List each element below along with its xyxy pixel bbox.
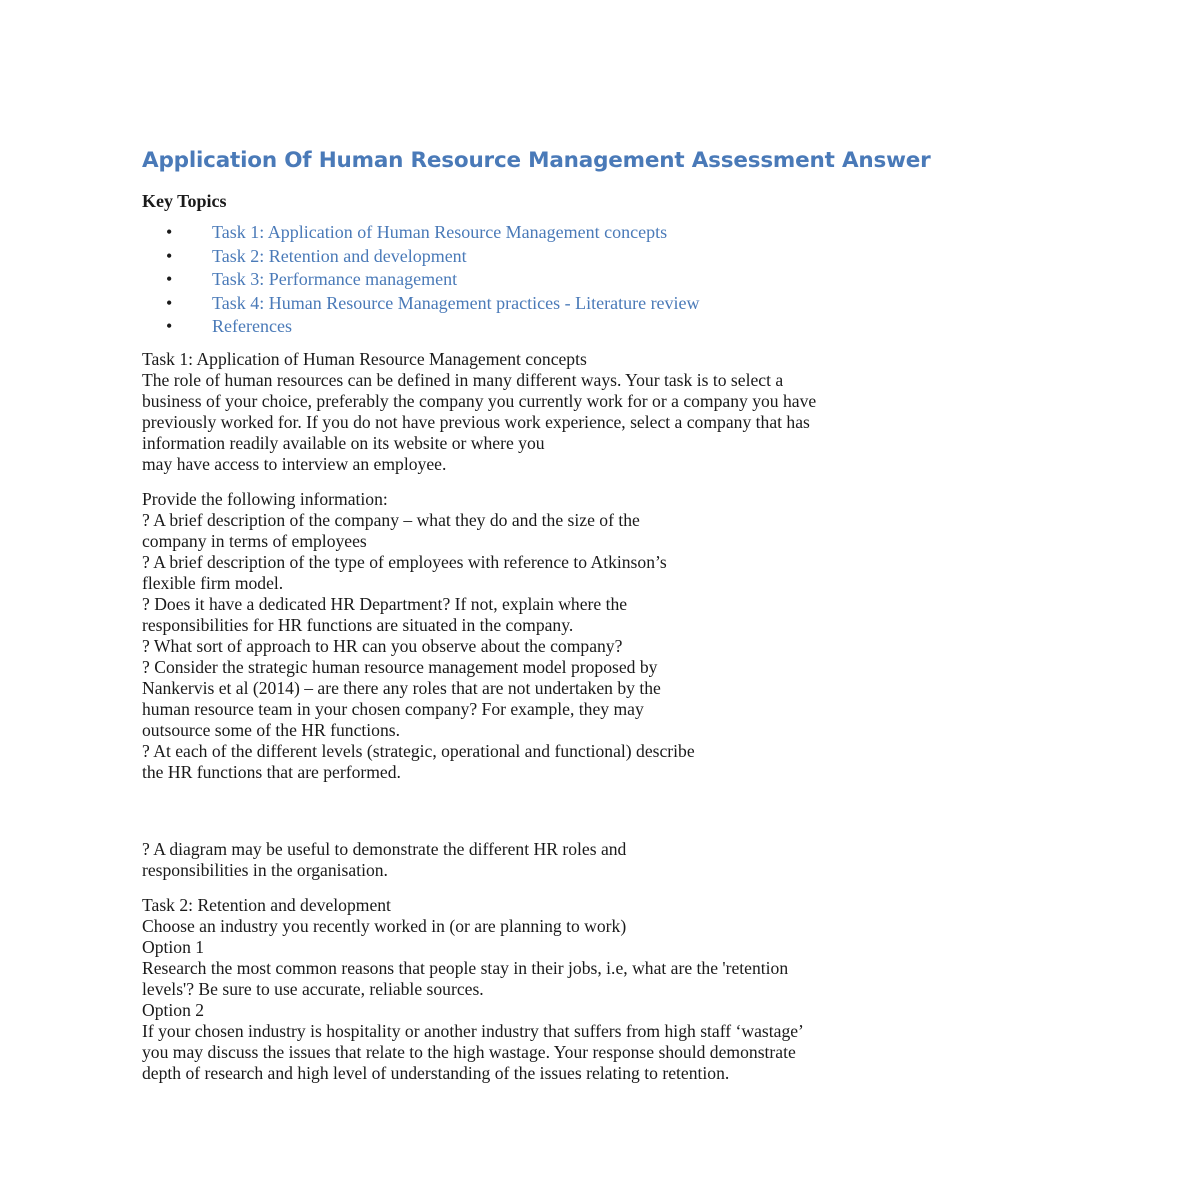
text-line: ? A brief description of the company – what they do and the size of the [142,509,640,530]
topic-item [142,245,1062,269]
text-line: levels'? Be sure to use accurate, reliable sources. [142,978,484,999]
text-line: Provide the following information: [142,488,388,509]
topic-item [142,315,1062,339]
topic-link-task-3[interactable]: Task 3: Performance management [212,269,458,290]
text-line: Choose an industry you recently worked in (or are planning to work) [142,915,627,936]
topic-link-task-2[interactable]: Task 2: Retention and development [212,245,467,266]
bullet-icon: • [166,222,173,242]
bullet-icon: • [166,316,173,337]
text-line: information readily available on its website or where you [142,432,545,453]
topic-item [142,292,1062,316]
text-line: human resource team in your chosen company? For example, they may [142,698,644,719]
topic-link-references[interactable]: References [212,316,292,337]
text-line: may have access to interview an employee. [142,453,447,474]
task1-provide-list [142,489,1062,783]
text-line: ? Does it have a dedicated HR Department? If not, explain where the [142,593,628,614]
text-line: ? A diagram may be useful to demonstrate the different HR roles and [142,838,627,859]
text-line: you may discuss the issues that relate to the high wastage. Your response should demonstrate [142,1041,796,1062]
topic-link-task-4[interactable]: Task 4: Human Resource Management practices - Literature review [212,292,700,313]
document-page [142,145,1062,1084]
text-line: company in terms of employees [142,530,367,551]
text-line: responsibilities in the organisation. [142,859,388,880]
text-line: outsource some of the HR functions. [142,719,400,740]
topic-link-task-1[interactable]: Task 1: Application of Human Resource Management concepts [212,222,668,242]
text-line: responsibilities for HR functions are situated in the company. [142,614,574,635]
bullet-icon: • [166,269,173,290]
text-line: flexible firm model. [142,572,284,593]
task2-heading: Task 2: Retention and development [142,894,391,915]
text-line: ? What sort of approach to HR can you observe about the company? [142,635,623,656]
document-title: Application Of Human Resource Management Assessment Answer [142,148,931,173]
task1-heading: Task 1: Application of Human Resource Management concepts [142,348,587,369]
task1-intro [142,349,1062,475]
text-line: depth of research and high level of understanding of the issues relating to retention. [142,1062,730,1083]
spacer [142,783,1062,839]
task1-diagram-note [142,839,1062,881]
bullet-icon: • [166,245,173,266]
text-line: the HR functions that are performed. [142,761,401,782]
option-label: Option 2 [142,999,205,1020]
option-label: Option 1 [142,936,205,957]
text-line: The role of human resources can be defined in many different ways. Your task is to select a [142,369,784,390]
text-line: Nankervis et al (2014) – are there any roles that are not undertaken by the [142,677,661,698]
topic-item [142,221,1062,245]
text-line: ? A brief description of the type of employees with reference to Atkinson’s [142,551,667,572]
text-line: ? Consider the strategic human resource management model proposed by [142,656,658,677]
topics-list [142,221,1062,339]
text-line: previously worked for. If you do not have previous work experience, select a company that has [142,411,810,432]
key-topics-heading: Key Topics [142,191,227,211]
task2-section [142,895,1062,1084]
text-line: business of your choice, preferably the company you currently work for or a company you have [142,390,817,411]
topic-item [142,268,1062,292]
text-line: If your chosen industry is hospitality or another industry that suffers from high staff ‘wastage’ [142,1020,804,1041]
text-line: ? At each of the different levels (strategic, operational and functional) describe [142,740,695,761]
text-line: Research the most common reasons that people stay in their jobs, i.e, what are the 'retention [142,957,789,978]
bullet-icon: • [166,292,173,313]
